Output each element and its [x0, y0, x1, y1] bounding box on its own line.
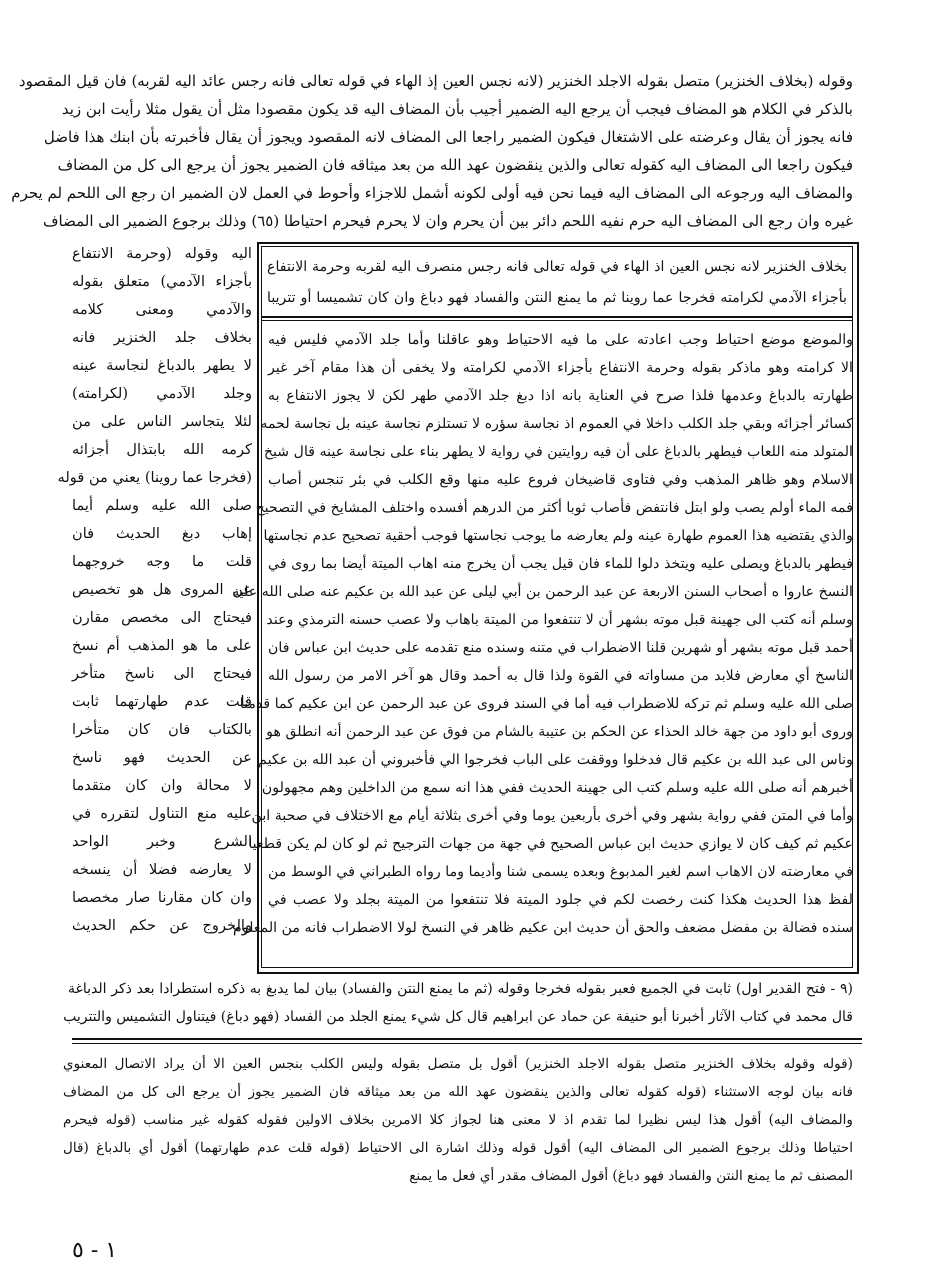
text-line: (٩ - فتح القدير اول) ثابت في الجميع فعبر بقوله فخرجا وقوله (ثم ما يمنع النتن والفساد) بيان لما يدبغ به ذكره استطرادا بعد ذكر الدباغة	[68, 981, 853, 997]
text-line: بخلاف جلد الخنزير فانه	[72, 329, 252, 346]
box-divider	[261, 316, 852, 318]
text-line: صلى الله عليه وسلم ثم تركه للاضطراب فيه أما في السند فروى عن عبد الرحمن عن ابن عكيم كما قدمنا	[239, 696, 853, 712]
text-line: وجلد الآدمي (لكرامته)	[72, 385, 252, 402]
text-line: إهاب دبغ الحديث فان	[72, 525, 252, 542]
text-line: لا يعارضه فضلا أن ينسخه	[72, 861, 252, 878]
text-line: والذي يقتضيه هذا العموم طهارة عينه ولم يعارضه ما يوجب نجاستها فوجب أحقية تصحيح عدم نجاستها	[263, 528, 853, 544]
text-line: الشرع وخبر الواحد	[72, 833, 252, 850]
footnote-line: والمضاف اليه) أقول هذا ليس نظيرا لما تقدم اذ لا معنى هنا لجواز كلا الامرين بخلاف الاولين فقوله كقوله غير مناسب (قوله فيحرم	[63, 1112, 853, 1128]
text-line: بأجزاء الآدمي لكرامته فخرجا عما روينا ثم ما يمنع النتن والفساد فهو دباغ وان كان تشميسا أو تتريبا	[267, 290, 847, 306]
text-line: قال محمد في كتاب الآثار أخبرنا أبو حنيفة عن حماد عن ابراهيم قال كل شيء يمنع الجلد من الفساد (فهو دباغ) فيتناول التشميس والتتريب	[63, 1009, 853, 1025]
text-line: وأما في المتن ففي رواية بشهر وفي أخرى بأربعين يوما وفي أخرى بثلاثة أيام مع الاختلاف في صحبة ابن	[251, 808, 853, 824]
text-line: وناس الى عبد الله بن عكيم قال فدخلوا ووقفت على الباب فخرجوا الي فأخبروني أن عبد الله بن عكيم	[258, 752, 853, 768]
text-line: صلى الله عليه وسلم أيما	[72, 497, 252, 514]
text-line: عن المروى هل هو تخصيص	[72, 581, 252, 598]
text-line: قلت عدم طهارتهما ثابت	[72, 693, 252, 710]
text-line: طهارته بالدباغ وعدمها فلذا صرح في العناية بانه اذا دبغ جلد الآدمي طهر لكن لا يجوز الانتفاع به	[268, 388, 853, 404]
footnote-line: المصنف ثم ما يمنع النتن والفساد فهو دباغ) أقول المضاف مقدر أي فعل ما يمنع	[409, 1168, 853, 1184]
text-line: فيكون راجعا الى المضاف اليه كقوله تعالى والذين ينقضون عهد الله من بعد ميثاقه فان الضمير يجوز أن يرجع الى كل من المضاف	[57, 156, 853, 174]
text-line: لا محالة وان كان متقدما	[72, 777, 252, 794]
footnote-line: (قوله وقوله بخلاف الخنزير متصل بقوله الاجلد الخنزير) أقول بل متصل بقوله وليس الكلب بنجس العين الا أن يراد الاتصال المعنوي	[63, 1056, 853, 1072]
text-line: غيره وان رجع الى المضاف اليه حرم نفيه اللحم دائر بين أن يحرم وان لا يحرم فيحرم احتياطا (٦٥) وذلك برجوع الضمير الى المضاف	[42, 212, 853, 230]
footnote-separator	[72, 1038, 862, 1040]
text-line: النسخ عاروا ه أصحاب السنن الاربعة عن عبد الرحمن بن أبي ليلى عن عبد الله بن عكيم عنه صلى الله عليه	[232, 584, 853, 600]
text-line: عليه منع التناول لتقرره في	[72, 805, 252, 822]
text-line: عن الحديث فهو ناسخ	[72, 749, 252, 766]
text-line: أحمد قبل موته بشهر أو شهرين قلنا الاضطراب في متنه وسنده منع تقدمه على حديث ابن عباس فان	[268, 640, 853, 656]
text-line: عكيم ثم كيف كان لا يوازي حديث ابن عباس الصحيح في جهة من جهات الترجيح ثم لو كان لم يكن قطعيا	[248, 836, 853, 852]
text-line: بالذكر في الكلام هو المضاف فيجب أن يرجع اليه الضمير أجيب بأن المضاف اليه قد يكون مقصودا مثل أن يقول مثلا رأيت ابن زيد	[61, 100, 853, 118]
text-line: أخبرهم أنه صلى الله عليه وسلم كتب الى جهينة الحديث ففي هذا انه سمع من الداخلين وهم مجهولون	[261, 780, 853, 796]
text-line: فيطهر بالدباغ ويصلى عليه ويتخذ دلوا للماء فان قيل يجب أن يخرج منه اهاب الميتة أيضا بما روى في	[268, 556, 853, 572]
text-line: وقوله (بخلاف الخنزير) متصل بقوله الاجلد الخنزير (لانه نجس العين إذ الهاء في قوله تعالى فانه رجس عائد اليه لقربه) فان قيل المقصود	[18, 72, 853, 90]
text-line: كرمه الله بابتذال أجزائه	[72, 441, 252, 458]
text-line: لفظ هذا الحديث هكذا كنت رخصت لكم في جلود الميتة فلا تنتفعوا من الميتة بجلد ولا عصب في	[268, 892, 853, 908]
text-line: المتولد منه اللعاب فيطهر بالدباغ على أن فيه روايتين في رواية لا يطهر بناء على نجاسة عينه قال شيخ	[263, 444, 853, 460]
text-line: فانه يجوز أن يقال وعرضته على الاشتغال فيكون الضمير راجعا الى المضاف لانه المقصود ويجوز أن يقال فأخبرته بأن ابنك هذا فاضل	[43, 128, 853, 146]
text-line: والموضع موضع احتياط وجب اعادته على ما فيه الاحتياط وهو عاقلنا وأما جلد الآدمي فليس فيه	[268, 332, 853, 348]
text-line: فمه الماء أولم يصب ولو ابتل فانتفض فأصاب ثوبا أكثر من الدرهم أفسده واختلف المشايخ في التصحيح	[255, 500, 853, 516]
text-line: كسائر أجزائه وبقي جلد الكلب داخلا في العموم اذ نجاسة سؤره لا تستلزم نجاسة عينه بل نجاسة لحمه	[260, 416, 853, 432]
text-line: وروى أبو داود من جهة خالد الحذاء عن الحكم بن عتيبة بالشام من فوق عن عبد الرحمن أنه انطلق هو	[266, 724, 853, 740]
text-line: فيحتاج الى ناسخ متأخر	[72, 665, 252, 682]
text-line: وان كان مقارنا صار مخصصا	[72, 889, 252, 906]
text-line: في معارضته لان الاهاب اسم لغير المدبوغ وبعده يسمى شنا وأديما وما رواه الطبراني في الوسط من	[268, 864, 853, 880]
text-line: على ما هو المذهب أم نسخ	[72, 637, 252, 654]
text-line: والمضاف اليه ورجوعه الى المضاف اليه فيما نحن فيه أولى لكونه أشمل للاجزاء وأحوط في العمل لان الضمير ان رجع الى اللحم لم يحرم	[11, 184, 853, 202]
text-line: بخلاف الخنزير لانه نجس العين اذ الهاء في قوله تعالى فانه رجس منصرف اليه لقربه وحرمة الانتفاع	[267, 259, 847, 275]
page-number: ١ - ٥	[72, 1238, 118, 1263]
text-line: والخروج عن حكم الحديث	[72, 917, 252, 934]
text-line: فيحتاج الى مخصص مقارن	[72, 609, 252, 626]
text-line: بأجزاء الآدمي) متعلق بقوله	[72, 273, 252, 290]
text-line: بالكتاب فان كان متأخرا	[72, 721, 252, 738]
text-line: الناسخ أي معارض فلابد من مساواته في القوة ولذا قال به أحمد وقال هو آخر الامر من رسول الله	[268, 668, 853, 684]
text-line: لا يطهر بالدباغ لنجاسة عينه	[72, 357, 252, 374]
text-line: لئلا يتجاسر الناس على من	[72, 413, 252, 430]
text-line: والآدمي ومعنى كلامه	[72, 301, 252, 318]
text-line: وسلم أنه كتب الى جهينة قبل موته بشهر أن لا تنتفعوا من الميتة باهاب ولا عصب حسنه الترمذي وعند	[266, 612, 853, 628]
footnote-line: احتياطا وذلك برجوع الضمير الى المضاف اليه) أقول قوله وذلك اشارة الى الاحتياط (قوله قلت عدم طهارتهما) أقول أي بالدباغ (قال	[63, 1140, 853, 1156]
text-line: سنده فضالة بن مفضل مضعف والحق أن حديث ابن عكيم ظاهر في النسخ لولا الاضطراب فانه من المعلوم	[233, 920, 853, 936]
text-line: الاسلام وهو ظاهر المذهب وفي فتاوى قاضيخان فروع عليه منها وقع الكلب في بئر تنجس أصاب	[268, 472, 853, 488]
text-line: (فخرجا عما روينا) يعني من قوله	[57, 469, 252, 486]
text-line: اليه وقوله (وحرمة الانتفاع	[72, 245, 252, 262]
box-divider	[261, 320, 852, 321]
footnote-line: فانه بيان لوجه الاستثناء (قوله كقوله تعالى والذين ينقضون عهد الله من بعد ميثاقه فان الضمير يجوز أن يرجع الى كل من المضاف	[63, 1084, 853, 1100]
text-line: الا كرامته وهو ماذكر بقوله وحرمة الانتفاع بأجزاء الآدمي لكرامته ولا يخفى أن هذا مقام آخر غير	[268, 360, 853, 376]
footnote-separator	[72, 1043, 862, 1044]
text-line: قلت ما وجه خروجهما	[72, 553, 252, 570]
